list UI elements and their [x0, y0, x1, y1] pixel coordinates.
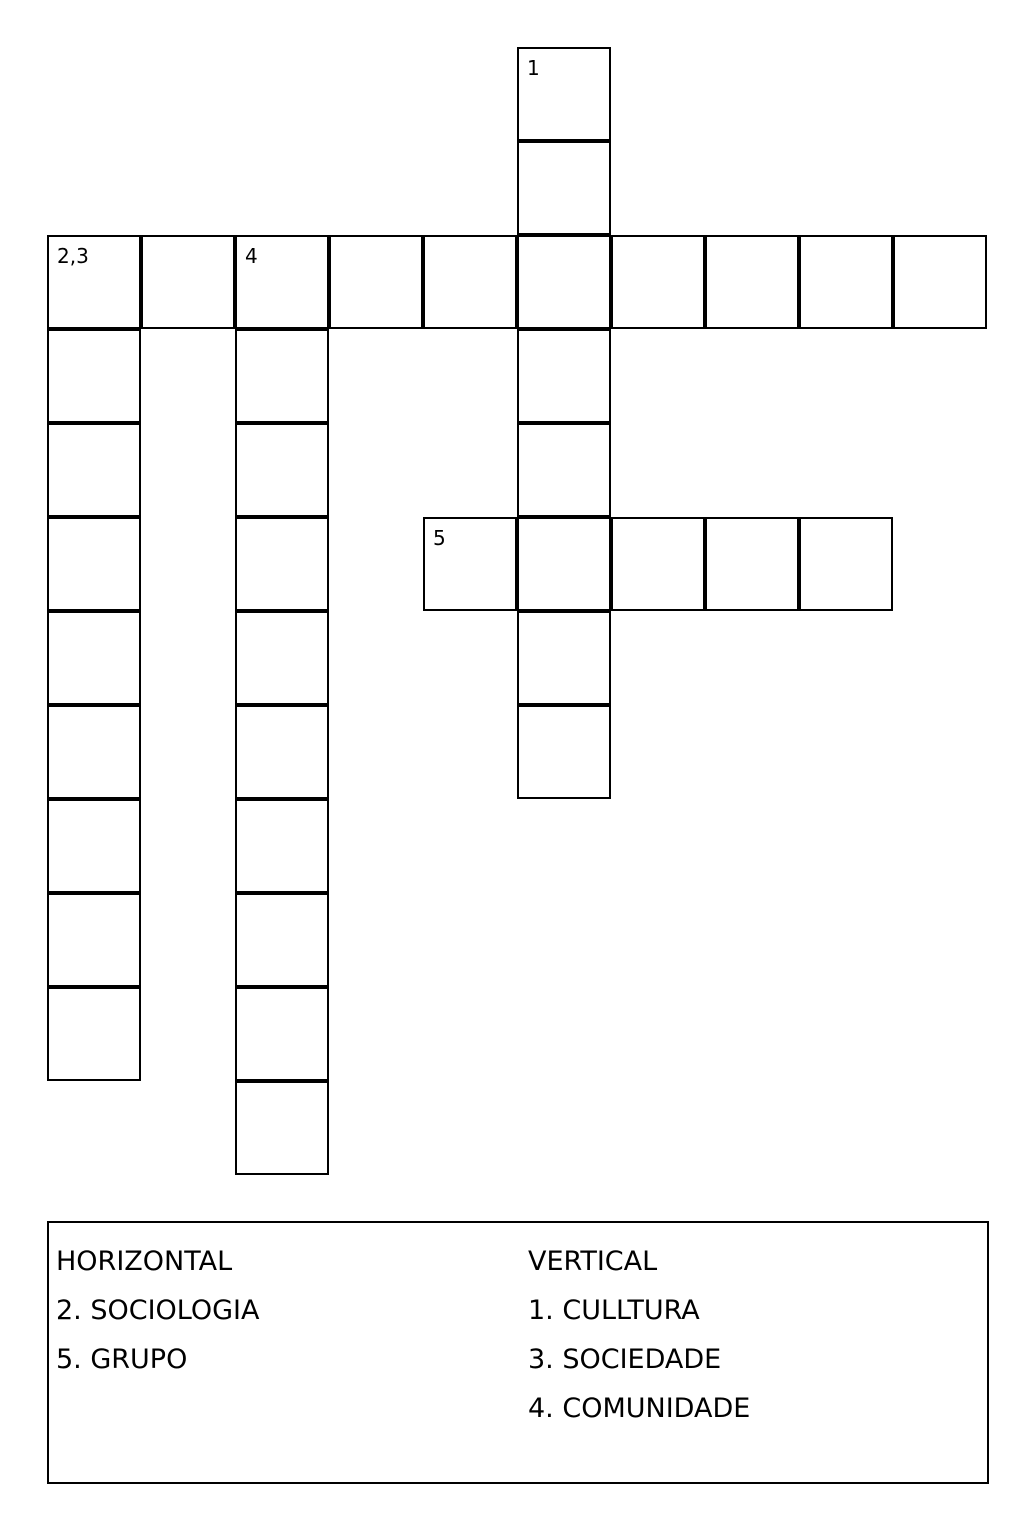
grid-cell[interactable]	[47, 987, 141, 1081]
grid-cell[interactable]	[893, 235, 987, 329]
grid-cell[interactable]	[235, 705, 329, 799]
grid-cell[interactable]	[705, 235, 799, 329]
grid-cell[interactable]	[517, 423, 611, 517]
grid-cell[interactable]	[47, 517, 141, 611]
clue-vertical-3: 3. SOCIEDADE	[528, 1344, 722, 1375]
clue-vertical-1: 1. CULLTURA	[528, 1295, 700, 1326]
grid-cell[interactable]	[517, 517, 611, 611]
grid-cell[interactable]	[611, 235, 705, 329]
vertical-heading: VERTICAL	[528, 1246, 658, 1277]
grid-cell[interactable]	[141, 235, 235, 329]
horizontal-clues	[56, 1237, 260, 1384]
grid-cell[interactable]	[235, 893, 329, 987]
clue-horizontal-2: 2. SOCIOLOGIA	[56, 1295, 260, 1326]
grid-cell[interactable]	[517, 47, 611, 141]
grid-cell[interactable]	[235, 1081, 329, 1175]
grid-cell[interactable]	[799, 235, 893, 329]
grid-cell[interactable]	[235, 517, 329, 611]
grid-cell[interactable]	[47, 893, 141, 987]
grid-cell[interactable]	[423, 235, 517, 329]
grid-cell[interactable]	[47, 705, 141, 799]
grid-cell[interactable]	[329, 235, 423, 329]
clue-vertical-4: 4. COMUNIDADE	[528, 1393, 751, 1424]
cell-number: 4	[245, 244, 258, 268]
grid-cell[interactable]	[235, 987, 329, 1081]
grid-cell[interactable]	[235, 423, 329, 517]
cell-number: 2,3	[57, 244, 89, 268]
cell-number: 5	[433, 526, 446, 550]
grid-cell[interactable]	[47, 329, 141, 423]
grid-cell[interactable]	[517, 329, 611, 423]
grid-cell[interactable]	[799, 517, 893, 611]
grid-cell[interactable]	[47, 235, 141, 329]
grid-cell[interactable]	[611, 517, 705, 611]
clue-horizontal-5: 5. GRUPO	[56, 1344, 188, 1375]
grid-cell[interactable]	[705, 517, 799, 611]
grid-cell[interactable]	[47, 423, 141, 517]
grid-cell[interactable]	[235, 329, 329, 423]
grid-cell[interactable]	[235, 611, 329, 705]
horizontal-heading: HORIZONTAL	[56, 1246, 233, 1277]
grid-cell[interactable]	[235, 799, 329, 893]
grid-cell[interactable]	[423, 517, 517, 611]
grid-cell[interactable]	[47, 799, 141, 893]
grid-cell[interactable]	[235, 235, 329, 329]
grid-cell[interactable]	[47, 611, 141, 705]
grid-cell[interactable]	[517, 235, 611, 329]
cell-number: 1	[527, 56, 540, 80]
clues-box	[47, 1221, 989, 1484]
grid-cell[interactable]	[517, 705, 611, 799]
vertical-clues	[528, 1237, 750, 1433]
grid-cell[interactable]	[517, 611, 611, 705]
grid-cell[interactable]	[517, 141, 611, 235]
